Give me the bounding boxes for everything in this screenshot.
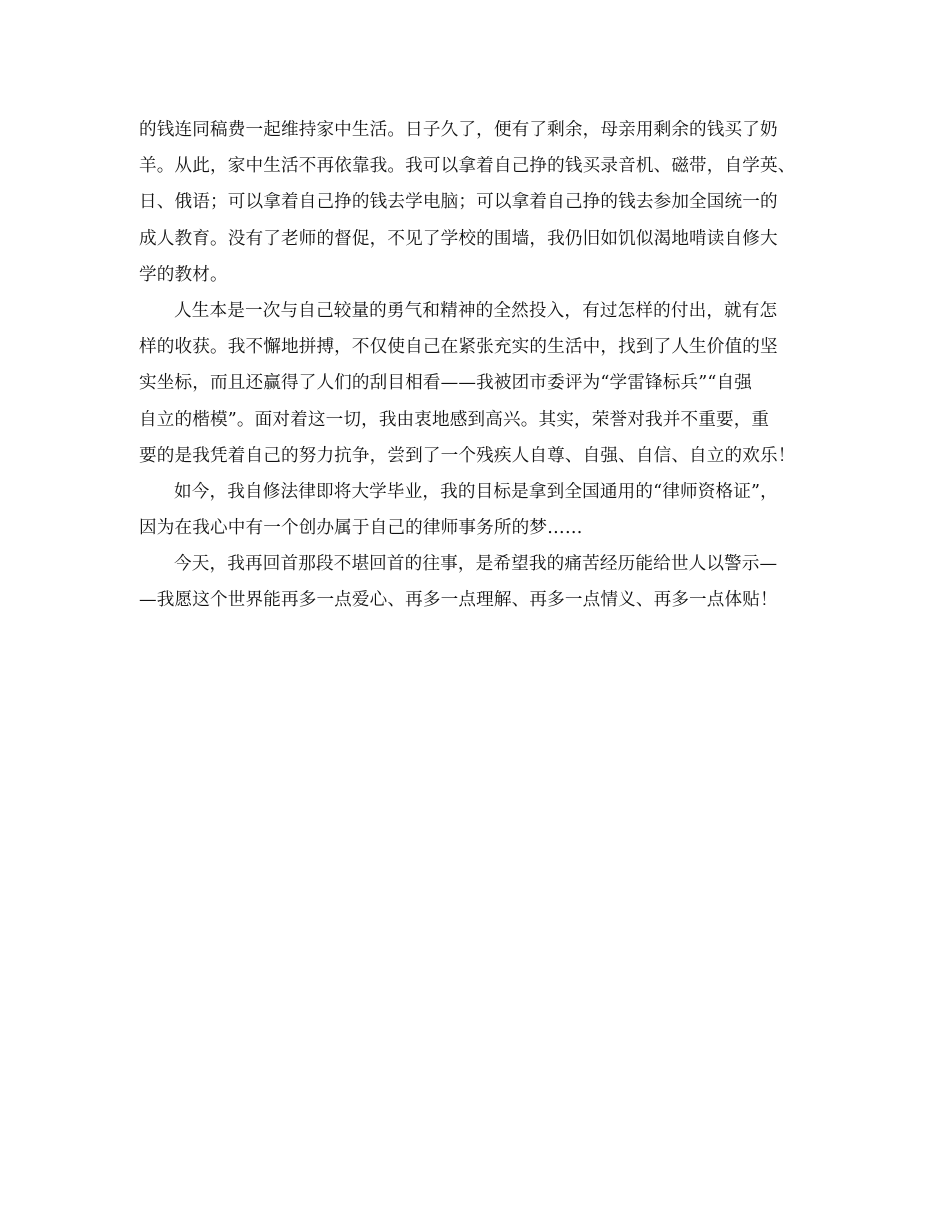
text-line: —我愿这个世界能再多一点爱心、再多一点理解、再多一点情义、再多一点体贴！ (139, 590, 778, 611)
text-line: 自立的楷模”。面对着这一切，我由衷地感到高兴。其实，荣誉对我并不重要，重 (139, 409, 770, 430)
text-line: 羊。从此，家中生活不再依靠我。我可以拿着自己挣的钱买录音机、磁带，自学英、 (139, 156, 796, 177)
text-line: 学的教材。 (139, 264, 228, 285)
text-line: 要的是我凭着自己的努力抗争，尝到了一个残疾人自尊、自强、自信、自立的欢乐！ (139, 445, 796, 466)
text-line: 因为在我心中有一个创办属于自己的律师事务所的梦…… (139, 518, 583, 539)
document-body (139, 112, 815, 619)
text-line: 成人教育。没有了老师的督促，不见了学校的围墙，我仍旧如饥似渴地啃读自修大 (139, 228, 778, 249)
text-line: 实坐标，而且还赢得了人们的刮目相看——我被团市委评为“学雷锋标兵”“自强 (139, 373, 752, 394)
text-line: 日、俄语；可以拿着自己挣的钱去学电脑；可以拿着自己挣的钱去参加全国统一的 (139, 192, 778, 213)
paragraph-start-line: 如今，我自修法律即将大学毕业，我的目标是拿到全国通用的“律师资格证”， (174, 481, 778, 502)
text-line: 的钱连同稿费一起维持家中生活。日子久了，便有了剩余，母亲用剩余的钱买了奶 (139, 120, 778, 140)
paragraph-start-line: 人生本是一次与自己较量的勇气和精神的全然投入，有过怎样的付出，就有怎 (174, 300, 778, 321)
text-line: 样的收获。我不懈地拼搏，不仅使自己在紧张充实的生活中，找到了人生价值的坚 (139, 337, 778, 358)
paragraph-start-line: 今天，我再回首那段不堪回首的往事，是希望我的痛苦经历能给世人以警示— (174, 554, 778, 575)
